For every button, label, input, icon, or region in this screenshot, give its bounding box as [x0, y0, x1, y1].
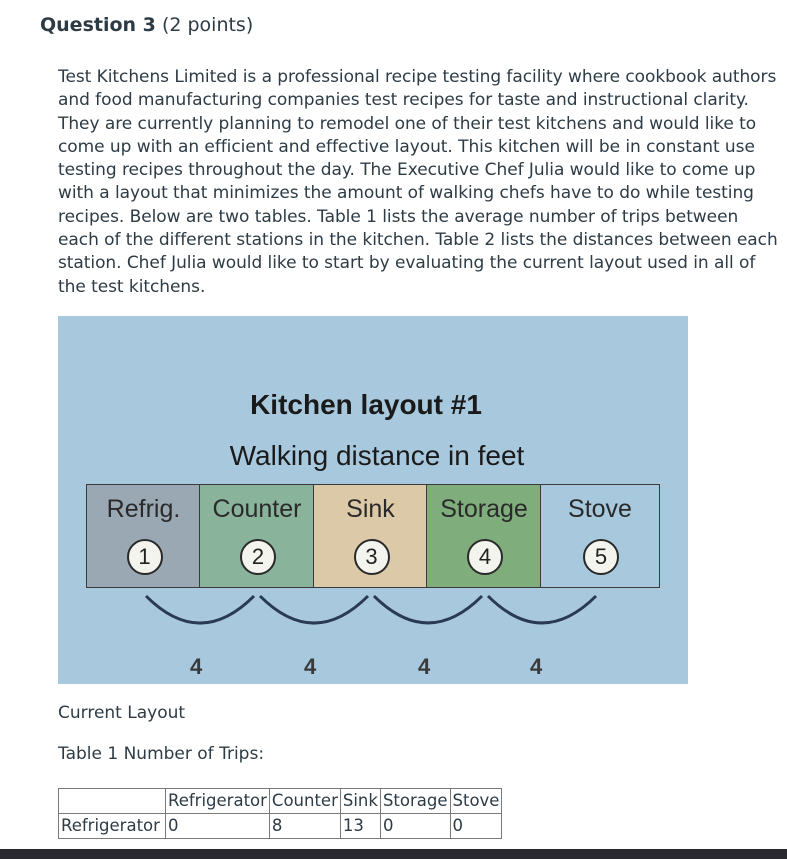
table-header-row [59, 789, 502, 814]
distance-label: 4 [190, 654, 203, 679]
trips-table [58, 788, 502, 839]
table-header-cell [59, 789, 166, 814]
station-number: 2 [240, 539, 276, 575]
table-row [59, 814, 502, 839]
table-cell: Refrigerator [59, 814, 166, 839]
question-title: Question 3 [40, 14, 156, 36]
table-cell: 13 [340, 814, 380, 839]
station-refrigerator [86, 484, 201, 588]
station-number: 5 [583, 539, 619, 575]
distance-label: 4 [418, 654, 431, 679]
table-caption: Table 1 Number of Trips: [58, 744, 265, 764]
station-label: Counter [212, 495, 302, 523]
bottom-bar [0, 849, 787, 859]
table-cell: 0 [450, 814, 502, 839]
kitchen-layout-figure [58, 316, 688, 684]
table-header-cell: Refrigerator [166, 789, 270, 814]
question-points: (2 points) [161, 14, 254, 36]
walking-arc [488, 596, 596, 623]
station-counter [199, 484, 315, 588]
station-number: 3 [354, 539, 390, 575]
station-stove [540, 484, 660, 588]
station-label: Stove [568, 495, 632, 523]
table-cell: 0 [380, 814, 450, 839]
table-header-cell: Stove [450, 789, 502, 814]
table-header-cell: Counter [269, 789, 340, 814]
station-number: 1 [127, 539, 163, 575]
table-cell: 0 [166, 814, 270, 839]
question-body: Test Kitchens Limited is a professional recipe testing facility where cookbook authors and food manufacturing companies test recipes for taste and instructional clarity. They are currently planning to remodel one of their test kitchens and would like to come up with an efficient and effective layout. This kitchen will be in constant use testing recipes throughout the day. The Executive Chef Julia would like to come up with a layout that minimizes the amount of walking chefs have to do while testing recipes. Below are two tables. Table 1 lists the average number of trips between each of the different stations in the kitchen. Table 2 lists the distances between each station. Chef Julia would like to start by evaluating the current layout used in all of the test kitchens. [58, 67, 778, 297]
walking-arc [260, 596, 368, 623]
question-header [40, 14, 253, 36]
figure-subtitle: Walking distance in feet [229, 440, 525, 471]
table-cell: 8 [269, 814, 340, 839]
table-header-cell: Sink [340, 789, 380, 814]
walking-arc [146, 596, 254, 623]
figure-title: Kitchen layout #1 [250, 389, 482, 420]
walking-arc [374, 596, 482, 623]
station-label: Refrig. [106, 495, 181, 523]
station-label: Sink [346, 495, 395, 523]
station-storage [426, 484, 542, 588]
station-number: 4 [467, 539, 503, 575]
table-header-cell: Storage [380, 789, 450, 814]
station-label: Storage [440, 495, 528, 523]
layout-caption: Current Layout [58, 703, 186, 723]
distance-label: 4 [530, 654, 543, 679]
walking-arcs [58, 590, 688, 640]
station-row [86, 484, 660, 590]
station-sink [313, 484, 428, 588]
distance-label: 4 [304, 654, 317, 679]
